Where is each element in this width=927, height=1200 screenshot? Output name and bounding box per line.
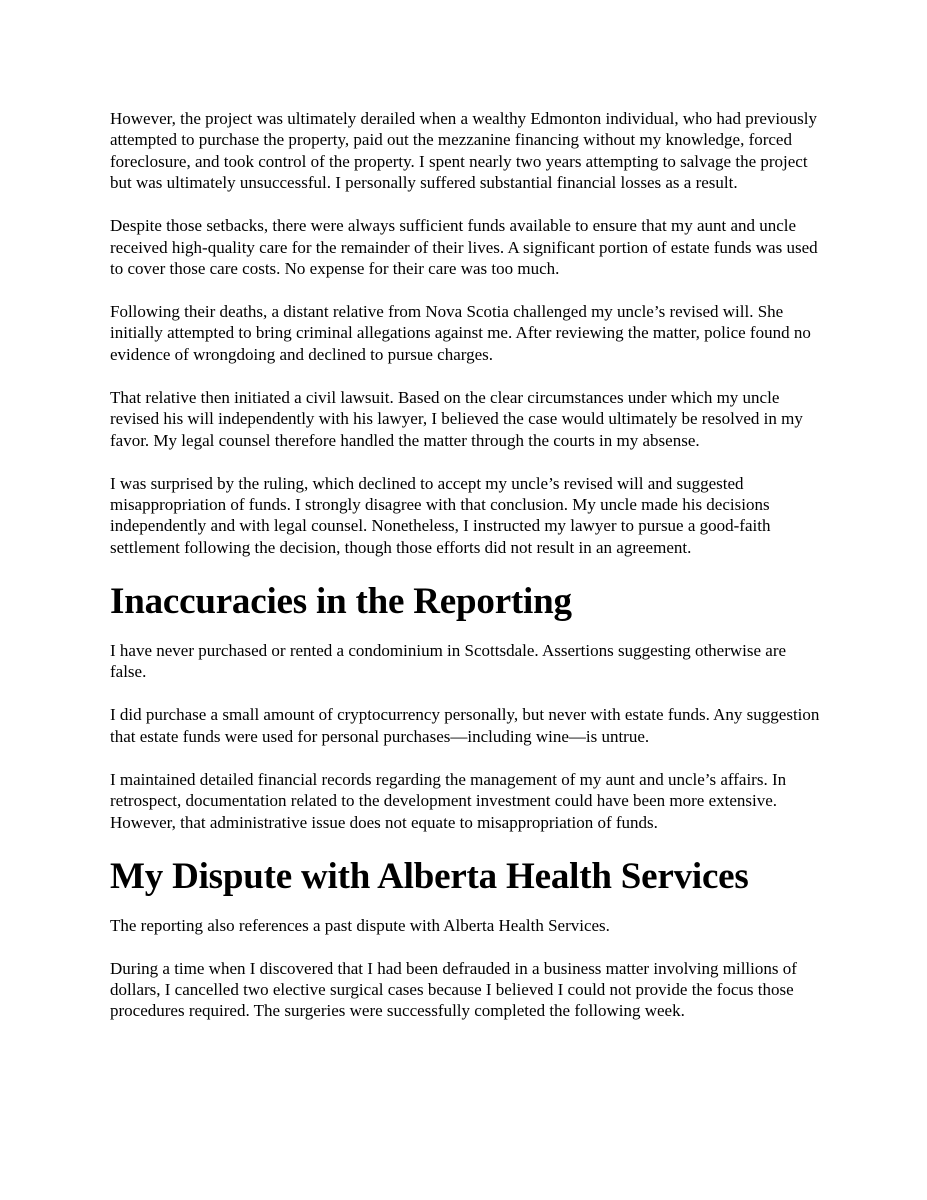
heading-inaccuracies: Inaccuracies in the Reporting (110, 580, 572, 622)
paragraph-cancelled-surgeries: During a time when I discovered that I had been defrauded in a business matter involving millions of dollars, I cancelled two elective surgical cases because I believed I could not provide the focus those procedures required. The surgeries were successfully completed the following week. (110, 958, 797, 1021)
paragraph-ahs-reference: The reporting also references a past dispute with Alberta Health Services. (110, 915, 610, 935)
paragraph-civil-lawsuit: That relative then initiated a civil lawsuit. Based on the clear circumstances under which my uncle revised his will independently with his lawyer, I believed the case would ultimately be resolved in my favor. My legal counsel therefore handled the matter through the courts in my absense. (110, 387, 803, 450)
paragraph-condominium: I have never purchased or rented a condominium in Scottsdale. Assertions suggesting otherwise are false. (110, 640, 787, 682)
paragraph-cryptocurrency: I did purchase a small amount of cryptocurrency personally, but never with estate funds. Any suggestion that estate funds were used for personal purchases—including wine—is untrue. (110, 705, 820, 746)
paragraph-care-funds: Despite those setbacks, there were always sufficient funds available to ensure that my aunt and uncle received high-quality care for the remainder of their lives. A significant portion of estate funds was used to cover those care costs. No expense for their care was too much. (110, 216, 818, 279)
heading-ahs-dispute: My Dispute with Alberta Health Services (110, 855, 749, 897)
paragraph-ruling: I was surprised by the ruling, which declined to accept my uncle’s revised will and suggested misappropriation of funds. I strongly disagree with that conclusion. My uncle made his decisions independently and with legal counsel. Nonetheless, I instructed my lawyer to pursue a good-faith settlement following the decision, though those efforts did not result in an agreement. (110, 473, 771, 557)
paragraph-financial-records: I maintained detailed financial records regarding the management of my aunt and uncle’s affairs. In retrospect, documentation related to the development investment could have been more extensive. However, that administrative issue does not equate to misappropriation of funds. (110, 769, 787, 832)
paragraph-project-derailed: However, the project was ultimately derailed when a wealthy Edmonton individual, who had previously attempted to purchase the property, paid out the mezzanine financing without my knowledge, forced foreclosure, and took control of the property. I spent nearly two years attempting to salvage the project but was ultimately unsuccessful. I personally suffered substantial financial losses as a result. (110, 109, 817, 193)
paragraph-will-challenge: Following their deaths, a distant relative from Nova Scotia challenged my uncle’s revised will. She initially attempted to bring criminal allegations against me. After reviewing the matter, police found no evidence of wrongdoing and declined to pursue charges. (110, 302, 811, 364)
document-page (110, 108, 822, 1043)
